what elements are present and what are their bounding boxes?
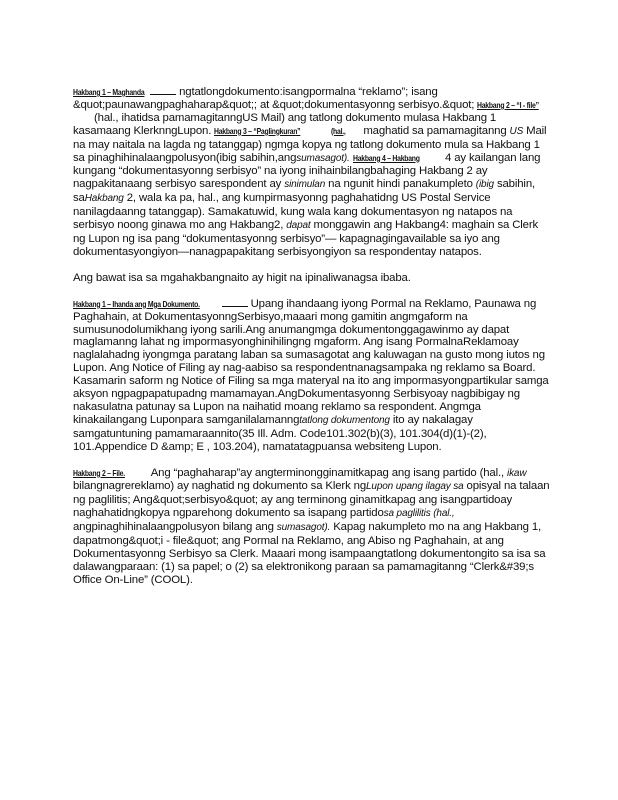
- step1-detail-text-a: Upang ihandaang iyong Pormal na Reklamo, Paunawa ng Paghahain, at DokumentasyonngSerbisyo,maaari mong gamitin angmgaform na sumusunodolumikhang iyong sarili.Ang anumangmga dokumentonggagawinmo ay dapat maglamanng lahat ng impormasyonghinihilingng mgaform. Ang isang PormalnaReklamoay naglalahadng iyongmga paratang laban sa sumasagotat ang kaluwagan na gusto mong iutos ng Lupon. Ang Notice of Filing ay nag-aabiso sa respondentnanagsampaka ng reklamo sa Board. Kasamarin saform ng Notice of Filing sa mga materyal na ito ang impormasyongpartikular samga aksyon ngpagpapatupadng mamamayan.AngDokumentasyonng Serbisyoay nagbibigay ng nakasulatna patunay sa Lupon na naihatid moang reklamo sa respondent. Angmga kinakailangang Luponpara samganilalamanng: [73, 297, 549, 426]
- underline-gap: [150, 93, 176, 95]
- step2-detail-text-c: opisyal na talaan ng paglilitis; Ang&quot;serbisyo&quot; ay ang terminong ginamitkapag ang isangpartidoay naghahatidngkopya ngparehong dokumento sa isapang partido: [73, 480, 550, 520]
- step2-detail-text-a: Ang “paghaharap”ay angterminongginamitkapag ang isang partido (hal.,: [150, 466, 504, 479]
- step2-text: (hal., ihatidsa pamamagitanngUS Mail) ang tatlong dokumento mulasa Hakbang 1 kasamaang KlerknngLupon.: [73, 111, 497, 137]
- step4-italic-a: sinimulan: [284, 179, 326, 191]
- step2-detail-line: [73, 467, 553, 587]
- step2-detail-text-b: bilangnagrereklamo) ay naghatid ng dokumento sa Klerk ng: [73, 480, 367, 493]
- step3-hal: (hal.,: [330, 125, 346, 136]
- step3-us: US: [509, 125, 524, 137]
- step2-detail-text-e: Kapag nakumpleto mo na ang Hakbang 1, dapatmong&quot;i - file&quot; ang Pormal na Reklamo, ang Abiso ng Paghahain, at ang Dokumentasyonng Serbisyo sa Clerk. Maaari mong isampaangtatlong dokumentongito sa isa sa dalawangparaan: (1) sa papel; o (2) sa elektronikong paraan sa pamamagitanng “Clerk&#39;s Office On-Line” (COOL).: [73, 521, 546, 586]
- step2-detail-text-d: angpinaghihinalaangpolusyon bilang ang: [73, 521, 274, 534]
- step3-label: Hakbang 3 – “Paglingkuran”: [214, 125, 301, 136]
- step1-text: ngtatlongdokumento:isangpormalna “reklamo”; isang &quot;paunawangpaghaharap&quot;; at &quot;dokumentasyonng serbisyo.&quot;: [73, 86, 475, 111]
- step4-italic-d: dapat: [286, 220, 311, 232]
- summary-text: Ang bawat isa sa mgahakbangnaito ay higit na ipinaliwanagsa ibaba.: [73, 271, 411, 284]
- underline-gap: [222, 305, 248, 307]
- paragraph-step2-detail: [73, 467, 553, 587]
- step1-label: Hakbang 1 – Maghanda: [73, 87, 145, 97]
- step3-text-a: maghatid sa pamamagitanng: [363, 124, 507, 137]
- step3-text-b: Mail na may naitala na lagda ng tatanggap) ngmga kopya ng tatlong dokumento mula sa Hakbang 1 sa pinaghihinalaangpolusyon(ibig sabihin,ang: [73, 124, 547, 164]
- document-body: [73, 86, 553, 600]
- step1-detail-italic: tatlong dokumentong: [299, 414, 390, 426]
- step2-detail-italic-a: ikaw: [507, 467, 527, 479]
- step1-line: [73, 86, 553, 259]
- step4-text-e: monggawin ang Hakbang4: maghain sa Clerk ng Lupon ng isa pang “dokumentasyonng serbisyo”— kapagnagingavailable sa iyo ang dokumentasyongiyon—nanagpapakitang serbisyongiyon sa respondentay natapos.: [73, 219, 539, 258]
- step2-detail-italic-b: Lupon upang ilagay sa: [366, 481, 464, 493]
- step4-text-a: 4 ay kailangan lang kungang “dokumentasyonng serbisyo” na iyong inihainbilangbahaging Hakbang 2 ay nagpakitanaang serbisyo sarespondent ay: [73, 151, 541, 191]
- step1-detail-line: [73, 298, 553, 454]
- step2-label: Hakbang 2 – “I - file”: [477, 99, 540, 110]
- step3-italic: sumasagot).: [296, 152, 350, 164]
- step4-italic-b: (ibig: [475, 179, 494, 191]
- step2-detail-label: Hakbang 2 – File.: [73, 467, 125, 478]
- step4-label: Hakbang 4 – Hakbang: [352, 152, 420, 163]
- paragraph-summary: [73, 272, 553, 285]
- step4-text-b: na ngunit hindi panakumpleto: [328, 178, 473, 191]
- step4-text-c: sabihin, sa: [73, 178, 536, 205]
- paragraph-steps-overview: [73, 86, 553, 259]
- step2-detail-italic-c: sa paglilitis (hal.,: [383, 508, 455, 520]
- step4-italic-c: Hakbang: [84, 193, 124, 205]
- step1-detail-text-b: ito ay nakalagay samgatuntuning pamamaraannito(35 Ill. Adm. Code101.302(b)(3), 101.304(d)(1)-(2), 101.Appendice D &amp; E , 103.204), namatatagpuansa websiteng Lupon.: [73, 413, 487, 453]
- step2-detail-italic-d: sumasagot).: [276, 522, 331, 534]
- paragraph-step1-detail: [73, 298, 553, 454]
- step4-text-d: 2, wala ka pa, hal., ang kumpirmasyonng paghahatidng US Postal Service nanilagdaanng tatanggap). Samakatuwid, kung wala kang dokumentasyon ng natapos na serbisyo noong ginawa mo ang Hakbang2,: [73, 192, 513, 232]
- step1-detail-label: Hakbang 1 – Ihanda ang Mga Dokumento.: [73, 298, 200, 309]
